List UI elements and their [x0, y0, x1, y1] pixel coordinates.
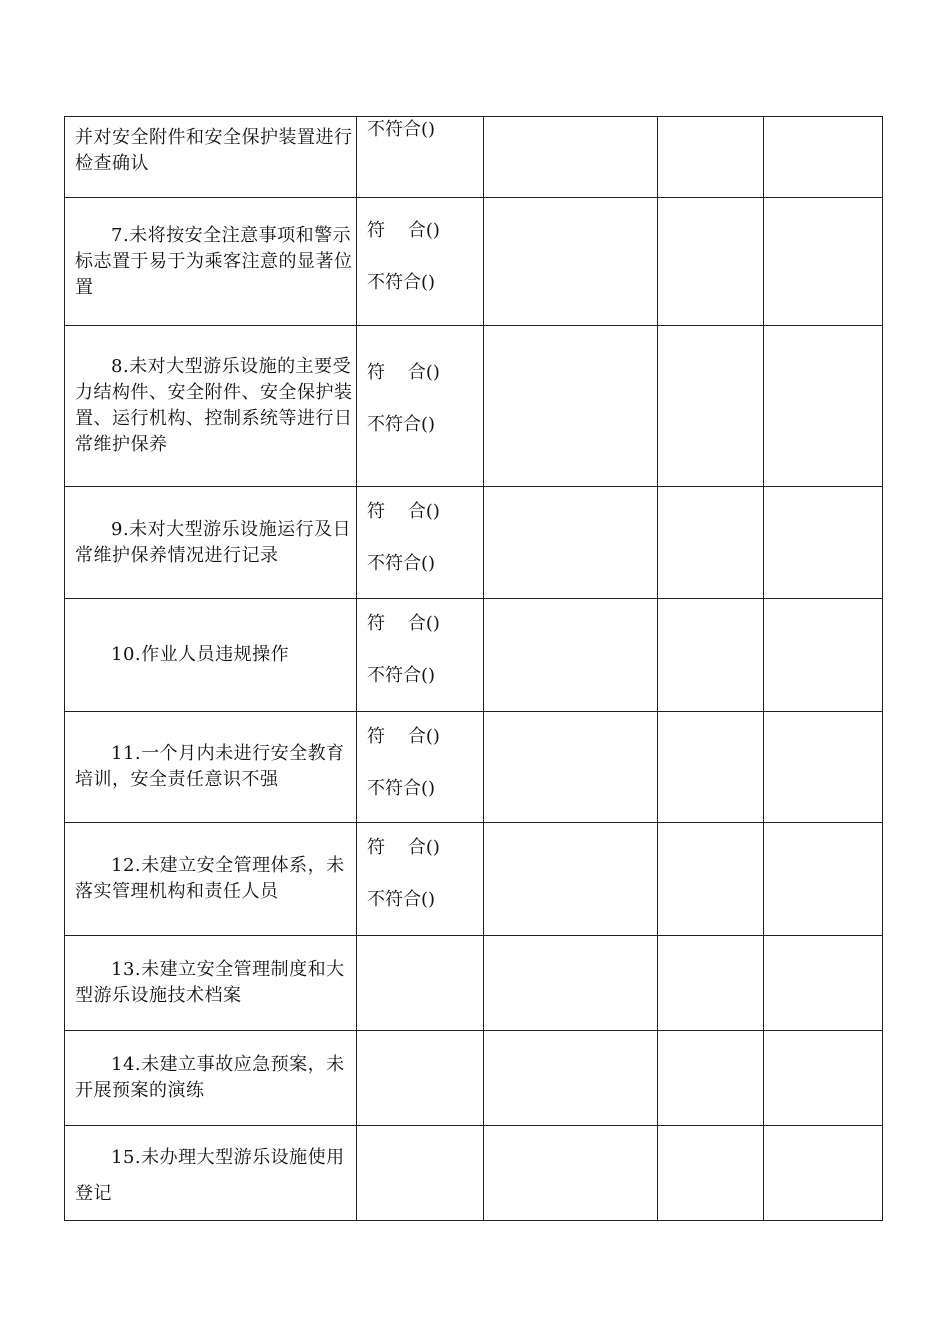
blank-cell [658, 712, 764, 823]
option-cell [357, 712, 484, 823]
blank-cell [658, 1126, 764, 1221]
blank-cell [484, 1126, 658, 1221]
item-cell [65, 599, 357, 712]
inspection-item-text: 14.未建立事故应急预案，未开展预案的演练 [75, 1054, 345, 1101]
blank-cell [484, 712, 658, 823]
option-conform[interactable]: 符 合() [367, 837, 440, 858]
inspection-item-text: 11.一个月内未进行安全教育培训，安全责任意识不强 [75, 743, 345, 790]
option-conform[interactable]: 符 合() [367, 613, 440, 634]
table-row [65, 936, 883, 1031]
item-cell [65, 712, 357, 823]
blank-cell [658, 599, 764, 712]
item-cell [65, 823, 357, 936]
blank-cell [658, 198, 764, 326]
option-cell [357, 487, 484, 599]
option-cell [357, 1126, 484, 1221]
blank-cell [484, 823, 658, 936]
option-conform[interactable]: 符 合() [367, 362, 440, 383]
item-cell [65, 1126, 357, 1221]
blank-cell [764, 326, 883, 487]
inspection-item-text: 12.未建立安全管理体系，未落实管理机构和责任人员 [75, 855, 345, 902]
inspection-item-text: 13.未建立安全管理制度和大型游乐设施技术档案 [75, 959, 345, 1006]
option-not-conform[interactable]: 不符合() [367, 119, 436, 140]
item-cell [65, 198, 357, 326]
option-not-conform[interactable]: 不符合() [367, 553, 436, 574]
table-row [65, 117, 883, 198]
blank-cell [764, 712, 883, 823]
item-cell [65, 487, 357, 599]
inspection-item-text: 10.作业人员违规操作 [111, 644, 290, 665]
blank-cell [484, 117, 658, 198]
inspection-item-text: 15.未办理大型游乐设施使用登记 [75, 1147, 345, 1204]
table-row [65, 198, 883, 326]
option-cell [357, 326, 484, 487]
blank-cell [484, 198, 658, 326]
blank-cell [764, 1126, 883, 1221]
blank-cell [484, 1031, 658, 1126]
option-cell [357, 599, 484, 712]
option-not-conform[interactable]: 不符合() [367, 889, 436, 910]
blank-cell [658, 487, 764, 599]
inspection-item-text: 7.未将按安全注意事项和警示标志置于易于为乘客注意的显著位置 [75, 224, 353, 298]
blank-cell [658, 117, 764, 198]
blank-cell [764, 117, 883, 198]
item-cell [65, 117, 357, 198]
option-cell [357, 936, 484, 1031]
table-row [65, 712, 883, 823]
blank-cell [484, 936, 658, 1031]
blank-cell [764, 487, 883, 599]
blank-cell [484, 599, 658, 712]
option-conform[interactable]: 符 合() [367, 220, 440, 241]
option-cell [357, 1031, 484, 1126]
blank-cell [764, 936, 883, 1031]
option-cell [357, 117, 484, 198]
inspection-table [64, 116, 883, 1221]
table-row [65, 326, 883, 487]
option-conform[interactable]: 符 合() [367, 726, 440, 747]
inspection-item-text: 并对安全附件和安全保护装置进行检查确认 [75, 127, 353, 174]
table-row [65, 1031, 883, 1126]
option-not-conform[interactable]: 不符合() [367, 778, 436, 799]
blank-cell [484, 326, 658, 487]
item-cell [65, 326, 357, 487]
item-cell [65, 936, 357, 1031]
option-cell [357, 823, 484, 936]
inspection-item-text: 8.未对大型游乐设施的主要受力结构件、安全附件、安全保护装置、运行机构、控制系统等进行日常维护保养 [75, 356, 353, 455]
item-cell [65, 1031, 357, 1126]
option-not-conform[interactable]: 不符合() [367, 272, 436, 293]
blank-cell [658, 1031, 764, 1126]
blank-cell [658, 326, 764, 487]
option-conform[interactable]: 符 合() [367, 501, 440, 522]
option-cell [357, 198, 484, 326]
option-not-conform[interactable]: 不符合() [367, 414, 436, 435]
inspection-item-text: 9.未对大型游乐设施运行及日常维护保养情况进行记录 [75, 518, 352, 566]
table-row [65, 487, 883, 599]
blank-cell [764, 198, 883, 326]
option-not-conform[interactable]: 不符合() [367, 665, 436, 686]
blank-cell [764, 823, 883, 936]
blank-cell [484, 487, 658, 599]
table-row [65, 1126, 883, 1221]
blank-cell [764, 599, 883, 712]
blank-cell [658, 823, 764, 936]
table-row [65, 823, 883, 936]
blank-cell [658, 936, 764, 1031]
table-row [65, 599, 883, 712]
blank-cell [764, 1031, 883, 1126]
